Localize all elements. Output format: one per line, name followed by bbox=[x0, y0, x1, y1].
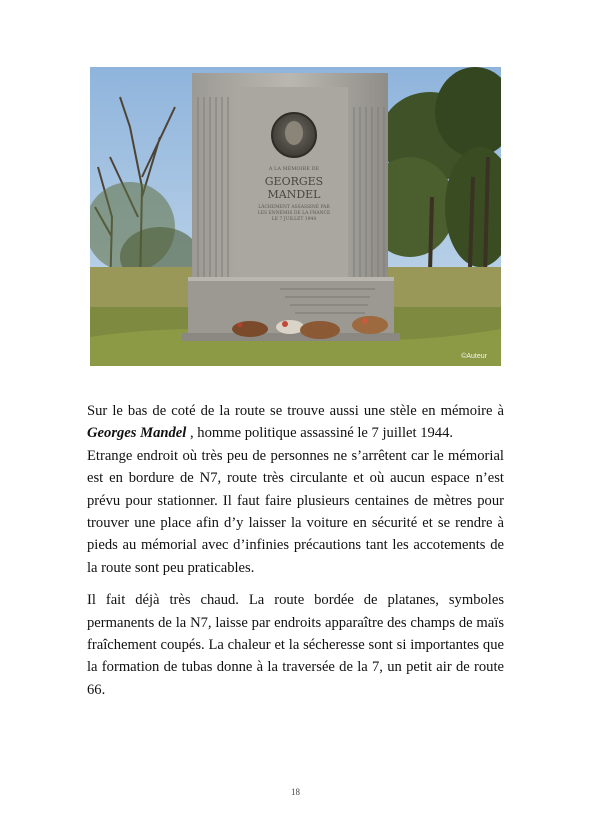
photo-credit: ©Auteur bbox=[461, 353, 487, 360]
paragraph-1-start: Sur le bas de coté de la route se trouve aussi une stèle en mémoire à bbox=[87, 403, 504, 419]
inscription-line-1: LÂCHEMENT ASSASSINÉ PAR bbox=[258, 205, 330, 210]
inscription-line-3: LE 7 JUILLET 1944 bbox=[271, 217, 317, 222]
inscription-name-2: MANDEL bbox=[267, 188, 321, 201]
paragraph-1-end: , homme politique assassiné le 7 juillet 1944. bbox=[186, 425, 454, 442]
memorial-photo bbox=[90, 67, 501, 366]
paragraph-2: Etrange endroit où très peu de personnes ne s’arrêtent car le mémorial est en bordure de N7, route très circulante et où aucun espace n’est prévu pour stationner. Il faut faire plusieurs centaines de mètres pour trouver une place afin d’y laisser la voiture en sécurité et se rendre à pieds au mémorial avec d’infinies précautions tant les accotements de la route sont peu praticables. bbox=[87, 447, 504, 576]
inscription-small: A LA MÉMOIRE DE bbox=[268, 166, 320, 172]
inscription-line-2: LES ENNEMIS DE LA FRANCE bbox=[257, 211, 331, 216]
paragraph-1 bbox=[87, 400, 504, 445]
person-name: Georges Mandel bbox=[87, 425, 187, 442]
inscription-name-1: GEORGES bbox=[264, 175, 324, 188]
paragraph-3: Il fait déjà très chaud. La route bordée de platanes, symboles permanents de la N7, laisse par endroits apparaître des champs de maïs fraîchement coupés. La chaleur et la sécheresse sont si importantes que la formation de tubas donne à la traversée de la 7, un petit air de route 66. bbox=[87, 592, 504, 698]
article-text bbox=[87, 400, 504, 701]
stele-illustration bbox=[90, 67, 501, 366]
page-number: 18 bbox=[291, 787, 300, 797]
